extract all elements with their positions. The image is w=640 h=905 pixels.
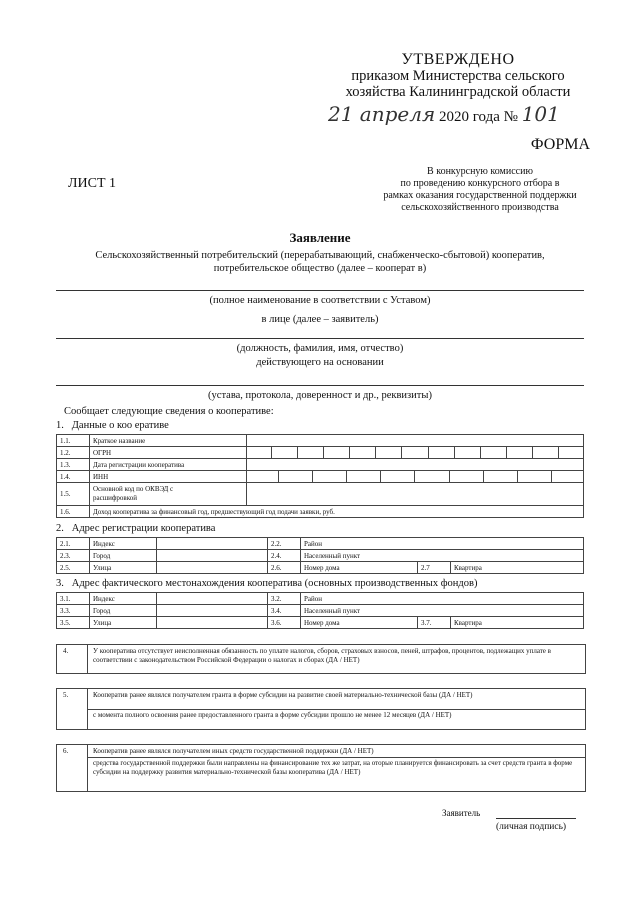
digit-cell[interactable] — [559, 447, 583, 458]
row-number: 3.3. — [57, 605, 90, 617]
table-row — [57, 447, 584, 459]
digit-cell[interactable] — [347, 471, 381, 482]
digit-cell[interactable] — [415, 471, 449, 482]
row-number: 3.2. — [268, 593, 301, 605]
digit-cell[interactable] — [271, 447, 297, 458]
row-number: 3.4. — [268, 605, 301, 617]
digit-cell[interactable] — [247, 471, 279, 482]
row-label: Дата регистрации кооператива — [90, 459, 247, 471]
approval-block — [328, 52, 588, 100]
postcode-field[interactable] — [157, 593, 268, 605]
section-1-title — [56, 420, 169, 431]
approval-title: УТВЕРЖДЕНО — [401, 51, 515, 68]
row-number: 2.5. — [57, 562, 90, 574]
tax-debt-block[interactable] — [56, 644, 586, 674]
position-caption: (должность, фамилия, имя, отчество) — [236, 343, 404, 354]
other-support-text: Кооператив ранее являлся получателем иных средств государственной поддержки (ДА / НЕТ) — [93, 747, 374, 755]
row-number: 2.7 — [418, 562, 451, 574]
column-divider — [87, 645, 88, 673]
short-name-field[interactable] — [247, 435, 584, 447]
row-label-line: расшифровкой — [93, 494, 137, 502]
row-label: Город — [90, 605, 157, 617]
digit-cell[interactable] — [480, 447, 506, 458]
row-label: ИНН — [90, 471, 247, 483]
applicant-label: Заявитель — [442, 808, 481, 818]
row-number: 3.6. — [268, 617, 301, 629]
row-number: 2.3. — [57, 550, 90, 562]
row-label: Город — [90, 550, 157, 562]
apartment-field[interactable]: Квартира — [451, 562, 584, 574]
basis-caption: действующего на основании — [256, 357, 384, 368]
row-label — [90, 483, 247, 506]
table-row — [57, 538, 584, 550]
cooperative-data-table — [56, 434, 584, 518]
row-divider — [87, 757, 585, 758]
approval-line-3: хозяйства Калининградской области — [345, 84, 571, 100]
representative-caption: в лице (далее – заявитель) — [261, 314, 379, 325]
intro-line: потребительское общество (далее – кооперат в) — [213, 263, 427, 274]
row-number: 1.3. — [57, 459, 90, 471]
table-row — [57, 617, 584, 629]
section-title-text: Адрес фактического местонахождения кооператива (основных производственных фондов) — [71, 578, 478, 589]
same-costs-text: средства государственной поддержки были направлены на финансирование тех же затрат, на оторые планируется финансировать за счет средств гранта в форме субсидии на поддержку развития материально-технической базы кооператива (ДА / НЕТ) — [93, 759, 573, 776]
row-label: Улица — [90, 617, 157, 629]
row-number: 4. — [63, 647, 69, 655]
okved-field[interactable] — [247, 483, 584, 506]
addressee-line: сельскохозяйственного производства — [401, 202, 559, 213]
income-field[interactable]: Доход кооператива за финансовый год, предшествующий год подачи заявки, руб. — [90, 506, 584, 518]
signature-caption: (личная подпись) — [496, 822, 567, 832]
previous-grant-text: Кооператив ранее являлся получателем гранта в форме субсидии на развитие своей материально-технической базы (ДА / НЕТ) — [93, 691, 473, 699]
digit-cell[interactable] — [551, 471, 583, 482]
house-number-field[interactable]: Номер дома — [301, 562, 418, 574]
section-title-text: Адрес регистрации кооператива — [71, 523, 216, 534]
addressee-block — [360, 166, 600, 214]
grant-period-text: с момента полного освоения ранее предоставленного гранта в форме субсидии прошло не менее 12 месяцев (ДА / НЕТ) — [93, 711, 452, 719]
previous-grant-block[interactable] — [56, 688, 586, 730]
row-number: 1.2. — [57, 447, 90, 459]
table-row — [57, 459, 584, 471]
table-row — [57, 562, 584, 574]
addressee-line: по проведению конкурсного отбора в — [400, 178, 560, 189]
ogrn-field[interactable] — [247, 447, 584, 459]
full-name-line[interactable] — [56, 290, 584, 291]
row-label: Индекс — [90, 593, 157, 605]
digit-cell[interactable] — [313, 471, 347, 482]
digit-cell[interactable] — [506, 447, 532, 458]
street-field[interactable] — [157, 562, 268, 574]
basis-details-caption: (устава, протокола, доверенност и др., реквизиты) — [208, 390, 432, 401]
approval-year: 2020 года № — [438, 109, 518, 125]
other-support-block[interactable] — [56, 744, 586, 792]
district-field[interactable]: Район — [301, 538, 584, 550]
section-number: 2. — [56, 523, 64, 534]
postcode-field[interactable] — [157, 538, 268, 550]
digit-cell[interactable] — [533, 447, 559, 458]
reports-text: Сообщает следующие сведения о кооперативе: — [64, 406, 274, 417]
form-label: ФОРМА — [530, 136, 590, 153]
intro-line: Сельскохозяйственный потребительский (перерабатывающий, снабженческо-сбытовой) кооператив, — [95, 250, 545, 261]
digit-cell[interactable] — [247, 447, 271, 458]
table-row — [57, 605, 584, 617]
apartment-field[interactable]: Квартира — [451, 617, 584, 629]
row-label: Индекс — [90, 538, 157, 550]
registration-date-field[interactable] — [247, 459, 584, 471]
row-number: 1.5. — [57, 483, 90, 506]
intro-text — [60, 249, 580, 275]
handwritten-date: 21 апреля — [328, 102, 436, 126]
digit-cell[interactable] — [517, 471, 551, 482]
tax-debt-text: У кооператива отсутствует неисполненная обязанность по уплате налогов, сборов, страховых взносов, пеней, штрафов, процентов, подлежащих уплате в соответствии с законодательством Российской Федерации о налогах и сборах (ДА / НЕТ) — [93, 647, 551, 664]
sheet-label: ЛИСТ 1 — [68, 176, 116, 191]
digit-cell[interactable] — [324, 447, 350, 458]
table-row — [57, 483, 584, 506]
row-number: 2.1. — [57, 538, 90, 550]
digit-cell[interactable] — [279, 471, 313, 482]
basis-line[interactable] — [56, 385, 584, 386]
row-label-line: Основной код по ОКВЭД с — [93, 485, 174, 493]
section-number: 1. — [56, 420, 64, 431]
actual-address-table — [56, 592, 584, 629]
street-field[interactable] — [157, 617, 268, 629]
city-field[interactable] — [157, 550, 268, 562]
row-label: Краткое название — [90, 435, 247, 447]
section-number: 3. — [56, 578, 64, 589]
approval-line-2: приказом Министерства сельского — [351, 68, 565, 84]
digit-cell[interactable] — [449, 471, 483, 482]
table-row — [57, 593, 584, 605]
approval-date-line — [328, 102, 598, 126]
document-heading: Заявление — [289, 230, 351, 245]
city-field[interactable] — [157, 605, 268, 617]
row-number: 3.5. — [57, 617, 90, 629]
row-number: 1.4. — [57, 471, 90, 483]
addressee-line: В конкурсную комиссию — [427, 166, 533, 177]
digit-cell[interactable] — [428, 447, 454, 458]
district-field[interactable]: Район — [301, 593, 584, 605]
column-divider — [87, 745, 88, 791]
row-label: Улица — [90, 562, 157, 574]
row-number: 6. — [63, 747, 69, 755]
digit-cell[interactable] — [402, 447, 428, 458]
digit-cell[interactable] — [350, 447, 376, 458]
inn-field[interactable] — [247, 471, 584, 483]
row-label: ОГРН — [90, 447, 247, 459]
row-number: 1.1. — [57, 435, 90, 447]
registration-address-table — [56, 537, 584, 574]
settlement-field[interactable]: Населенный пункт — [301, 550, 584, 562]
section-2-title — [56, 523, 215, 534]
row-number: 2.4. — [268, 550, 301, 562]
addressee-line: рамках оказания государственной поддержки — [383, 190, 577, 201]
digit-cell[interactable] — [454, 447, 480, 458]
row-number: 3.1. — [57, 593, 90, 605]
section-title-text: Данные о коо еративе — [71, 420, 169, 431]
table-row — [57, 471, 584, 483]
row-number: 2.2. — [268, 538, 301, 550]
house-number-field[interactable]: Номер дома — [301, 617, 418, 629]
inn-cells — [247, 471, 583, 482]
position-name-line[interactable] — [56, 338, 584, 339]
signature-line[interactable] — [496, 818, 576, 819]
row-number: 2.6. — [268, 562, 301, 574]
table-row — [57, 506, 584, 518]
ogrn-cells — [247, 447, 583, 458]
digit-cell[interactable] — [381, 471, 415, 482]
handwritten-number: 101 — [521, 102, 560, 126]
table-row — [57, 435, 584, 447]
digit-cell[interactable] — [376, 447, 402, 458]
settlement-field[interactable]: Населенный пункт — [301, 605, 584, 617]
row-number: 3.7. — [418, 617, 451, 629]
row-divider — [87, 709, 585, 710]
table-row — [57, 550, 584, 562]
digit-cell[interactable] — [483, 471, 517, 482]
section-3-title — [56, 578, 477, 589]
full-name-caption: (полное наименование в соответствии с Уставом) — [209, 295, 431, 306]
digit-cell[interactable] — [297, 447, 323, 458]
row-number: 5. — [63, 691, 69, 699]
row-number: 1.6. — [57, 506, 90, 518]
